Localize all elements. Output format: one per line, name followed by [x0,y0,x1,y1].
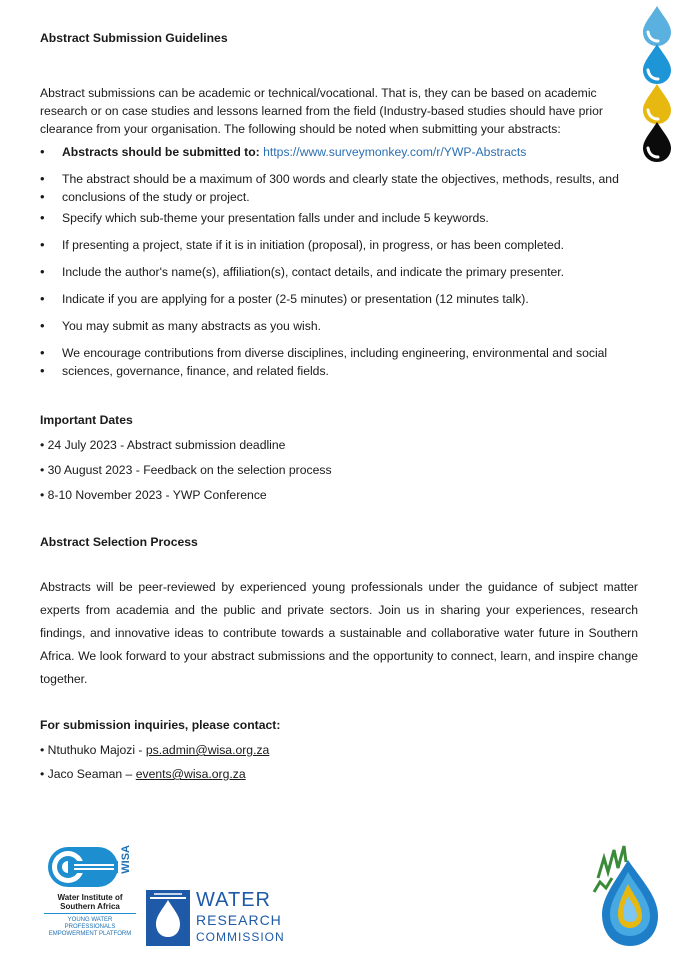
ywp-line: PROFESSIONALS [64,924,116,930]
list-item [40,143,637,161]
bullet-icon: • [40,171,45,186]
wisa-name-line: Southern Africa [60,902,120,911]
logo-divider [44,913,136,914]
list-item [40,344,637,380]
drop-black-icon [643,122,671,162]
selection-paragraph: Abstracts will be peer-reviewed by experienced young professionals under the guidance of subject matter experts from academia and the public and private sectors. Join us in sharing your experiences, research findings, and innovative ideas to contribute towards a sustainable and collaborative water future in Southern Africa. We look forward to your abstract submissions and the opportunity to connect, learn, and inspire change together. [40,580,638,686]
list-item-text: The abstract should be a maximum of 300 words and clearly state the objectives, methods, results, and conclusions of the study or project. [62,172,619,204]
drop-blue-icon [643,44,671,84]
drop-light-blue-icon [643,6,671,46]
contact-name: • Jaco Seaman – [40,767,136,781]
list-item-text: Indicate if you are applying for a poster (2-5 minutes) or presentation (12 minutes talk). [62,292,529,306]
dates-heading: Important Dates [40,413,133,427]
bullet-icon: • [40,345,45,360]
contact-email-link[interactable]: events@wisa.org.za [135,767,246,781]
page-title: Abstract Submission Guidelines [40,31,228,45]
wisa-name-line: Water Institute of [57,893,123,902]
list-item [40,263,637,281]
bullet-icon: • [40,189,45,204]
intro-paragraph: Abstract submissions can be academic or technical/vocational. That is, they can be based on academic research or on case studies and lessons learned from the field (Industry-based studies should have prior clearance from your organisation. The following should be noted when submitting your abstracts: [40,86,603,136]
ywp-drop-logo-icon [588,838,664,950]
bullet-icon: • [40,144,45,159]
submit-label: Abstracts should be submitted to: [62,145,264,159]
contact-heading: For submission inquiries, please contact: [40,718,281,732]
wisa-wordmark: WISA [120,845,132,874]
bullet-icon: • [40,291,45,306]
list-item-text: Specify which sub-theme your presentation falls under and include 5 keywords. [62,211,489,225]
water-drop-icons [639,4,675,164]
wrc-word: RESEARCH [196,912,282,928]
list-item-text: We encourage contributions from diverse disciplines, including engineering, environmental and social sciences, governance, finance, and related fields. [62,346,608,378]
list-item-text: You may submit as many abstracts as you wish. [62,319,321,333]
submission-link[interactable]: https://www.surveymonkey.com/r/YWP-Abstracts [263,145,527,159]
ywp-line: EMPOWERMENT PLATFORM [48,931,132,937]
guidelines-list [40,143,640,383]
wrc-word: COMMISSION [196,930,285,944]
list-item [40,317,637,335]
drop-yellow-icon [643,84,671,124]
contact-name: • Ntuthuko Majozi - [40,743,146,757]
contact-row [40,765,246,783]
contact-row [40,741,269,759]
bullet-icon: • [40,318,45,333]
wrc-logo [146,890,296,948]
wrc-emblem-icon [146,890,190,946]
list-item [40,209,637,227]
list-item [40,236,637,254]
wisa-logo [44,843,136,951]
bullet-icon: • [40,237,45,252]
wrc-word: WATER [196,889,271,911]
ywp-line: YOUNG WATER [67,917,113,923]
selection-heading: Abstract Selection Process [40,535,198,549]
bullet-icon: • [40,210,45,225]
list-item [40,290,637,308]
contact-email-link[interactable]: ps.admin@wisa.org.za [145,743,270,757]
date-item: • 8-10 November 2023 - YWP Conference [40,488,267,502]
date-item: • 24 July 2023 - Abstract submission deadline [40,438,286,452]
list-item-text: Include the author's name(s), affiliation(s), contact details, and indicate the primary presenter. [62,265,565,279]
list-item [40,170,637,206]
bullet-icon: • [40,363,45,378]
bullet-icon: • [40,264,45,279]
list-item-text: If presenting a project, state if it is in initiation (proposal), in progress, or has been completed. [62,238,564,252]
date-item: • 30 August 2023 - Feedback on the selection process [40,463,332,477]
